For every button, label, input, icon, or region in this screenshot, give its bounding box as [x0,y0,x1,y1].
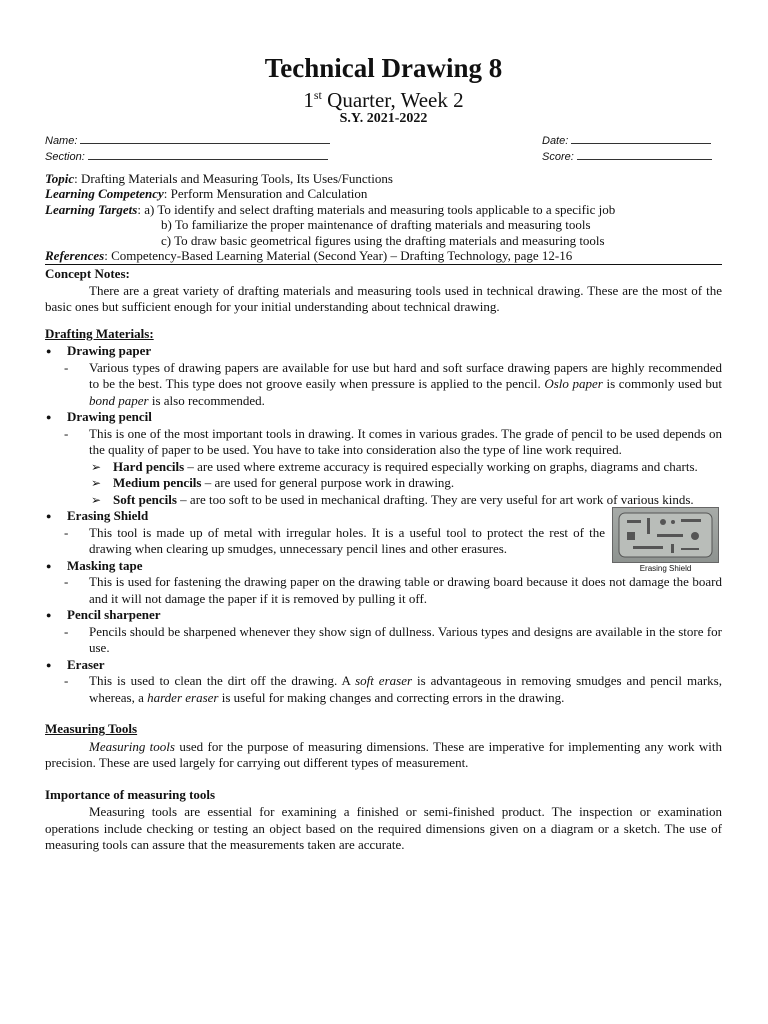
measuring-tools-term: Measuring tools [89,738,175,754]
name-label: Name: [45,135,78,147]
page-subtitle [45,84,722,111]
soft-pencils-desc: – are too soft to be used in mechanical drafting. They are very useful for art work of various kinds. [176,491,694,507]
importance-heading: Importance of measuring tools [45,786,216,802]
pencil-desc-text: This is one of the most important tools in drawing. It comes in various grades. The grade of pencil to be used depends on the quality of paper to be used. You have to take into consideration also the type of line work required. [89,425,722,458]
medium-pencils-desc: – are used for general purpose work in drawing. [201,475,455,491]
topic-line [45,171,722,186]
target-b-line: b) To familiarize the proper maintenance of drafting materials and measuring tools [161,217,591,233]
drawing-pencil-desc: - This is one of the most important tools in drawing. It comes in various grades. The grade of pencil to be used depends on the quality of paper to be used. You have to take into consideration also the type of line work required. [64,425,722,458]
school-year: S.Y. 2021-2022 [339,111,428,126]
date-field[interactable] [542,133,711,147]
erasing-shield-desc: - This tool is made up of metal with irregular holes. It is a useful tool to protect the rest of the drawing when clearing up smudges, unnecessary pencil lines and other erasures. [64,524,605,557]
references-text: : Competency-Based Learning Material (Second Year) – Drafting Technology, page 12-16 [104,248,573,264]
name-line[interactable] [80,133,330,144]
references-label: References [45,248,105,264]
masking-tape-title: ● Masking tape [45,558,722,575]
competency-text: : Perform Mensuration and Calculation [163,186,368,202]
bond-paper-term: bond paper [89,392,149,408]
arrow-bullet-icon: ➢ [91,492,102,507]
topic-text: : Drafting Materials and Measuring Tools, Its Uses/Functions [74,171,393,186]
concept-intro-text: There are a great variety of drafting materials and measuring tools used in technical drawing. These are the most of the basic ones but sufficient enough for your initial understanding about technical drawing. [45,282,722,315]
harder-eraser-term: harder eraser [147,689,219,705]
medium-pencils-item [45,475,722,492]
date-line[interactable] [571,133,711,144]
importance-body: Measuring tools are essential for examining a finished or semi-finished product. The inspection or examination operations include checking or testing an object based on the required dimensions given on a diagram or a sketch. The use of measuring tools can assure that the measurements taken are accurate. [45,804,722,853]
eraser-desc-part: is advantageous in removing smudges and pencil marks, whereas, a [89,673,722,705]
paper-desc-part: Various types of drawing papers are available for use but hard and soft surface drawing papers are highly recommended to be the best. This type does not groove easily when pressure is applied to the pencil. [89,359,722,392]
date-label: Date: [542,135,569,147]
student-info-fields [45,133,722,165]
pencil-sharpener-desc: - Pencils should be sharpened whenever they show sign of dullness. Various types and designs are available in the store for use. [64,623,722,656]
erasing-shield-title: ● Erasing Shield [45,508,722,525]
hard-pencils-item [45,459,722,476]
eraser-desc-part: is useful for making changes and correcting errors in the drawing. [218,689,565,705]
measuring-intro [45,739,722,772]
section-line[interactable] [88,149,328,160]
hard-pencils-label: Hard pencils [113,458,185,474]
soft-pencils-label: Soft pencils [113,491,177,507]
quarter-week: Quarter, Week 2 [321,88,464,112]
section-field[interactable] [45,149,328,163]
arrow-bullet-icon: ➢ [91,476,102,491]
medium-pencils-label: Medium pencils [113,475,202,491]
target-c-line: c) To draw basic geometrical figures using the drafting materials and measuring tools [161,232,605,248]
name-field[interactable] [45,133,330,147]
shield-desc-text: This tool is made up of metal with irregular holes. It is a useful tool to protect the rest of the drawing when clearing up smudges, unnecessary pencil lines and other erasures. [89,524,605,557]
section-label: Section: [45,151,85,163]
worksheet-page [45,52,722,854]
soft-eraser-term: soft eraser [355,673,413,689]
drafting-heading: Drafting Materials: [45,325,154,341]
erasing-shield-image [612,507,719,563]
competency-label: Learning Competency [45,186,164,202]
arrow-bullet-icon: ➢ [91,459,102,474]
pencil-sharpener-title: ● Pencil sharpener [45,607,722,624]
quarter-number: 1 [303,88,314,112]
competency-line [45,186,722,201]
erasing-shield-caption: Erasing Shield [639,563,692,573]
topic-label: Topic [45,171,75,186]
sharpener-desc-text: Pencils should be sharpened whenever they show sign of dullness. Various types and designs are available in the store for use. [89,623,722,656]
quarter-suffix: st [313,88,322,102]
oslo-paper-term: Oslo paper [544,376,603,392]
score-line[interactable] [577,149,712,160]
section-divider [45,264,722,265]
references-line [45,248,722,263]
eraser-desc: - This is used to clean the dirt off the drawing. A soft eraser is advantageous in removing smudges and pencil marks, whereas, a harder eraser is useful for making changes and correcting errors in the drawing. [64,673,722,705]
targets-label: Learning Targets [45,201,138,217]
drawing-pencil-title: ● Drawing pencil [45,409,722,426]
masking-tape-desc: - This is used for fastening the drawing paper on the drawing table or drawing board because it does not damage the board and it will not damage the paper if it is removed by pulling it off. [64,574,722,606]
drawing-paper-title: ● Drawing paper [45,343,722,360]
score-field[interactable] [542,149,712,163]
eraser-title: ● Eraser [45,657,722,674]
tape-desc-text: This is used for fastening the drawing paper on the drawing table or drawing board because it does not damage the board and it will not damage the paper if it is removed by pulling it off. [89,574,722,606]
paper-desc-part: is also recommended. [148,392,265,408]
concept-intro [45,283,722,316]
measuring-intro-text: used for the purpose of measuring dimensions. These are imperative for implementing any work with precision. These are used largely for carrying out different types of measurement. [45,738,722,771]
eraser-desc-part: This is used to clean the dirt off the drawing. A [89,673,356,689]
importance-text [45,804,722,854]
drawing-paper-desc: - Various types of drawing papers are available for use but hard and soft surface drawing papers are highly recommended to be the best. This type does not groove easily when pressure is applied to the pencil. Oslo paper is commonly used but bond paper is also recommended. [64,359,722,408]
concept-heading: Concept Notes: [45,266,130,282]
hard-pencils-desc: – are used where extreme accuracy is required especially working on graphs, diagrams and charts. [184,458,698,474]
paper-desc-part: is commonly used but [602,376,722,392]
target-a-text: : a) To identify and select drafting materials and measuring tools applicable to a specific job [137,201,616,217]
page-title: Technical Drawing 8 [264,53,503,83]
target-a-line [45,202,722,217]
lesson-meta [45,171,722,263]
score-label: Score: [542,151,574,163]
measuring-heading: Measuring Tools [45,721,138,737]
